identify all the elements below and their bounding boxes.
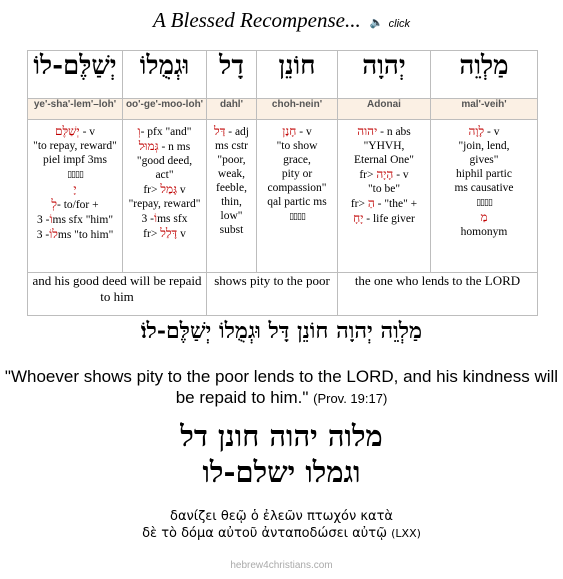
grammar-line: יָ xyxy=(73,182,77,196)
transliteration: mal'-veih' xyxy=(431,99,538,120)
transliteration: Adonai xyxy=(338,99,431,120)
grammar-line: qal partic ms xyxy=(267,196,327,208)
grammar-line: subst xyxy=(219,224,244,236)
hebrew-word: וּגְמֻלוֹ xyxy=(123,51,207,99)
hebrew-word: יְהוָה xyxy=(338,51,431,99)
grammar-line: וְ- pfx "and" xyxy=(137,124,192,138)
hebrew-word: יְשַׁלֶּם-לוֹ xyxy=(28,51,123,99)
page-title: A Blessed Recompense... xyxy=(152,8,361,32)
grammar-line: "join, lend, xyxy=(458,140,510,152)
grammar-cell xyxy=(338,120,431,273)
grammar-line: ▯▯▯▯ xyxy=(476,198,492,208)
transliteration: ye'-sha'-lem'–loh' xyxy=(28,99,123,120)
grammar-cell xyxy=(431,120,538,273)
grammar-line: Eternal One" xyxy=(354,154,414,166)
transliteration: choh-nein' xyxy=(257,99,338,120)
title-bar xyxy=(0,8,563,33)
translation-phrase: the one who lends to the LORD xyxy=(338,273,538,316)
hebrew-word: דָל xyxy=(207,51,257,99)
grammar-line: piel impf 3ms xyxy=(43,154,107,166)
grammar-line: weak, xyxy=(217,168,246,180)
grammar-line: ▯▯▯▯ xyxy=(67,170,83,180)
grammar-line: יָחָ - life giver xyxy=(353,211,415,225)
transliteration: oo'-ge'-moo-loh' xyxy=(123,99,207,120)
paleo-line: מלוה יהוה חונן דל xyxy=(180,419,383,453)
scripture-reference: (Prov. 19:17) xyxy=(313,391,388,406)
grammar-line: "to repay, reward" xyxy=(33,140,117,152)
grammar-line: יהוה - n abs xyxy=(357,124,411,138)
grammar-line: "poor, xyxy=(217,154,246,166)
translation-row xyxy=(28,273,538,316)
grammar-line: וֹ- 3ms sfx "him" xyxy=(36,212,114,226)
grammar-cell xyxy=(207,120,257,273)
hebrew-word: מַלְוֵה xyxy=(431,51,538,99)
grammar-cell xyxy=(257,120,338,273)
grammar-line: מַ xyxy=(480,210,488,224)
translation-phrase: and his good deed will be repaid to him xyxy=(28,273,207,316)
grammar-line: דַּל - adj xyxy=(213,124,250,138)
word-gloss-table xyxy=(27,50,538,316)
paleo-line: וגמלו ישלם-לו xyxy=(202,455,361,489)
grammar-line: "to show xyxy=(276,140,318,152)
grammar-line: חָנַן - v xyxy=(282,124,312,138)
grammar-line: feeble, xyxy=(216,182,247,194)
grammar-line: גְּמוּל - n ms xyxy=(138,139,191,153)
lxx-label: (LXX) xyxy=(391,527,421,540)
grammar-line: gives" xyxy=(469,154,499,166)
grammar-line: fr> הָיָה - v xyxy=(359,167,409,181)
translation-phrase: shows pity to the poor xyxy=(207,273,338,316)
grammar-line: compassion" xyxy=(267,182,327,194)
grammar-line: ms cstr xyxy=(215,140,248,152)
speaker-icon[interactable]: 🔈 xyxy=(369,16,384,29)
english-quote xyxy=(0,366,563,409)
greek-line: δανίζει θεῷ ὁ ἐλεῶν πτωχόν κατὰ xyxy=(170,509,393,524)
greek-septuagint xyxy=(0,508,563,542)
transliteration: dahl' xyxy=(207,99,257,120)
greek-text: δὲ τὸ δόμα αὐτοῦ ἀνταποδώσει αὐτῷ xyxy=(142,526,387,541)
grammar-line: "YHVH, xyxy=(363,140,405,152)
grammar-cell xyxy=(28,120,123,273)
grammar-line: low" xyxy=(220,210,243,222)
grammar-line: thin, xyxy=(221,196,242,208)
grammar-cell xyxy=(123,120,207,273)
grammar-line: לְ- to/for + xyxy=(51,197,99,211)
grammar-line: fr> גָּמַל v xyxy=(143,182,186,196)
grammar-line: grace, xyxy=(283,154,311,166)
hebrew-verse: מַלְוֵה יְהוָה חוֹנֵן דָּל וּגְמֻלוֹ יְשַׁלֶּם-לוֹ׃ xyxy=(140,318,423,344)
grammar-line: "good deed, act" xyxy=(136,155,193,181)
grammar-line: יְשַׁלֶּם - v xyxy=(54,124,96,138)
quote-text: "Whoever shows pity to the poor lends to the LORD, and his kindness will be repaid to him." xyxy=(4,367,559,407)
transliteration-row xyxy=(28,99,538,120)
grammar-line: ms causative xyxy=(454,182,514,194)
grammar-line: ▯▯▯▯ xyxy=(289,212,305,222)
website-watermark: hebrew4christians.com xyxy=(230,560,333,571)
grammar-line: לָוָה - v xyxy=(468,124,500,138)
paleo-hebrew-verse xyxy=(0,418,563,490)
grammar-row xyxy=(28,120,538,273)
grammar-line: fr> דָּלַל v xyxy=(143,226,186,240)
hebrew-word: חוֹנֵן xyxy=(257,51,338,99)
grammar-line: hiphil partic xyxy=(456,168,512,180)
hebrew-words-row xyxy=(28,51,538,99)
grammar-line: לוֹ- 3ms "to him" xyxy=(36,227,114,241)
grammar-line: "to be" xyxy=(367,183,401,195)
greek-line xyxy=(0,525,563,542)
grammar-line: fr> הַ - "the" + xyxy=(350,196,418,210)
grammar-line: homonym xyxy=(460,226,508,238)
grammar-line: וֹ- 3ms sfx xyxy=(141,211,188,225)
grammar-line: "repay, reward" xyxy=(128,198,201,210)
click-link[interactable]: click xyxy=(388,18,411,30)
grammar-line: pity or xyxy=(281,168,313,180)
